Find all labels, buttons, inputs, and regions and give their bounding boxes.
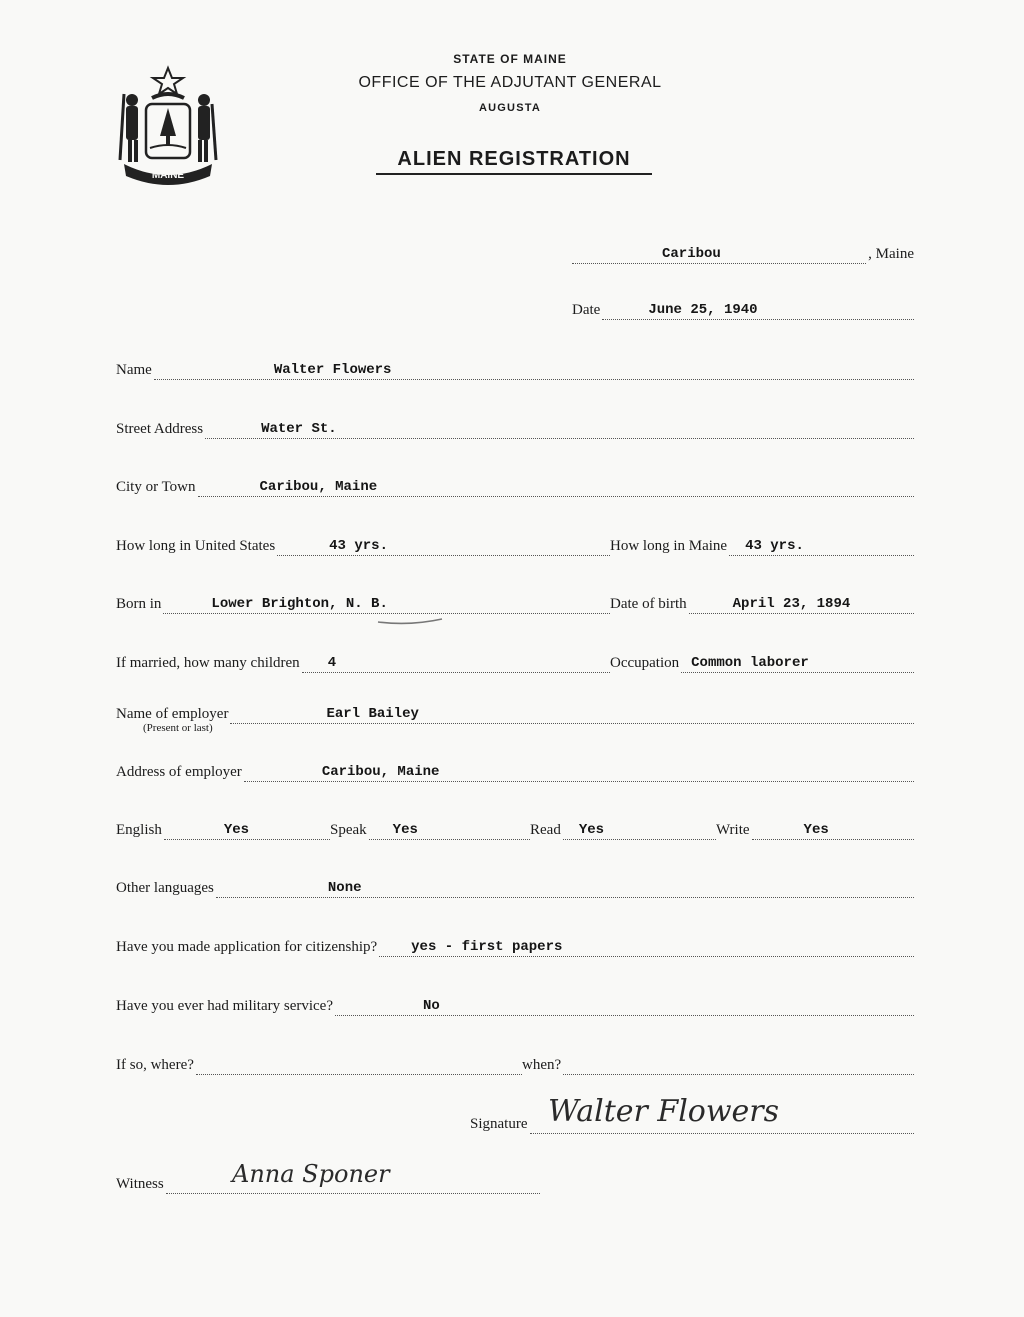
where-row — [116, 1053, 522, 1075]
employer-value: Earl Bailey — [326, 706, 419, 722]
military-row — [116, 994, 914, 1016]
english-field[interactable] — [164, 819, 330, 840]
military-field[interactable] — [335, 995, 914, 1016]
occupation-field[interactable] — [681, 652, 914, 673]
employer-sublabel: (Present or last) — [143, 722, 213, 734]
military-value: No — [423, 998, 440, 1014]
pencil-underline-mark — [376, 616, 444, 626]
dob-value: April 23, 1894 — [732, 596, 851, 612]
maine-duration-value: 43 yrs. — [745, 538, 804, 554]
street-label: Street Address — [116, 421, 204, 437]
english-row — [116, 818, 330, 840]
born-in-field[interactable] — [163, 593, 610, 614]
header-state: STATE OF MAINE — [453, 52, 567, 66]
city-town-value: Caribou, Maine — [259, 479, 378, 495]
speak-field[interactable] — [369, 819, 530, 840]
where-field[interactable] — [196, 1054, 522, 1075]
occupation-label: Occupation — [610, 655, 680, 671]
when-field[interactable] — [563, 1054, 914, 1075]
english-value: Yes — [223, 822, 250, 838]
dob-field[interactable] — [689, 593, 914, 614]
english-label: English — [116, 822, 162, 838]
citizenship-row — [116, 935, 914, 957]
witness-label: Witness — [116, 1176, 164, 1192]
write-value: Yes — [803, 822, 829, 838]
occupation-value: Common laborer — [691, 655, 809, 671]
city-town-label: City or Town — [116, 479, 196, 495]
city-town-row — [116, 475, 914, 497]
other-languages-row — [116, 876, 914, 898]
witness-handwriting: Anna Sponer — [232, 1160, 390, 1188]
us-duration-value: 43 yrs. — [329, 538, 388, 554]
when-row — [522, 1053, 914, 1075]
name-row — [116, 358, 914, 380]
where-label: If so, where? — [116, 1057, 194, 1073]
speak-row — [330, 818, 530, 840]
city-town-field[interactable] — [198, 476, 914, 497]
date-value: June 25, 1940 — [648, 302, 758, 318]
citizenship-label: Have you made application for citizenship? — [116, 939, 378, 955]
read-label: Read — [530, 822, 561, 838]
dob-label: Date of birth — [610, 596, 687, 612]
children-label: If married, how many children — [116, 655, 300, 671]
signature-label: Signature — [470, 1116, 528, 1132]
employer-address-row — [116, 760, 914, 782]
street-value: Water St. — [261, 421, 337, 437]
citizenship-value: yes - first papers — [411, 939, 563, 955]
when-label: when? — [522, 1057, 562, 1073]
read-field[interactable] — [563, 819, 716, 840]
dob-row — [610, 592, 914, 614]
location-field[interactable] — [572, 243, 866, 264]
write-row — [716, 818, 914, 840]
location-row — [572, 242, 914, 264]
citizenship-field[interactable] — [379, 936, 914, 957]
read-row — [530, 818, 716, 840]
seal-banner-text: MAINE — [151, 170, 185, 181]
header-office: OFFICE OF THE ADJUTANT GENERAL — [358, 74, 662, 91]
employer-address-field[interactable] — [244, 761, 914, 782]
form-title: ALIEN REGISTRATION — [376, 148, 652, 175]
employer-address-value: Caribou, Maine — [321, 764, 440, 780]
children-field[interactable] — [302, 652, 610, 673]
street-field[interactable] — [205, 418, 914, 439]
other-languages-field[interactable] — [216, 877, 914, 898]
header-city: AUGUSTA — [479, 102, 541, 114]
date-field[interactable] — [602, 299, 914, 320]
name-value: Walter Flowers — [273, 362, 392, 378]
location-value: Caribou — [662, 246, 721, 262]
location-suffix: , Maine — [868, 246, 914, 262]
other-languages-value: None — [327, 880, 362, 896]
other-languages-label: Other languages — [116, 880, 214, 896]
date-label: Date — [572, 302, 601, 318]
maine-duration-label: How long in Maine — [610, 538, 728, 554]
name-label: Name — [116, 362, 152, 378]
write-label: Write — [716, 822, 750, 838]
us-duration-row — [116, 534, 610, 556]
name-field[interactable] — [154, 359, 914, 380]
us-duration-label: How long in United States — [116, 538, 276, 554]
born-in-value: Lower Brighton, N. B. — [211, 596, 388, 612]
speak-label: Speak — [330, 822, 367, 838]
employer-row — [116, 702, 914, 724]
date-row — [572, 298, 914, 320]
maine-duration-row — [610, 534, 914, 556]
employer-field[interactable] — [230, 703, 914, 724]
occupation-row — [610, 651, 914, 673]
read-value: Yes — [578, 822, 605, 838]
write-field[interactable] — [752, 819, 914, 840]
maine-state-seal-icon — [114, 64, 222, 190]
children-row — [116, 651, 610, 673]
street-row — [116, 417, 914, 439]
signature-handwriting: Walter Flowers — [548, 1094, 780, 1129]
us-duration-field[interactable] — [277, 535, 610, 556]
employer-label: Name of employer — [116, 706, 229, 722]
maine-duration-field[interactable] — [729, 535, 914, 556]
speak-value: Yes — [392, 822, 418, 838]
military-label: Have you ever had military service? — [116, 998, 333, 1014]
employer-address-label: Address of employer — [116, 764, 242, 780]
born-in-row — [116, 592, 610, 614]
born-in-label: Born in — [116, 596, 162, 612]
children-value: 4 — [327, 655, 337, 671]
